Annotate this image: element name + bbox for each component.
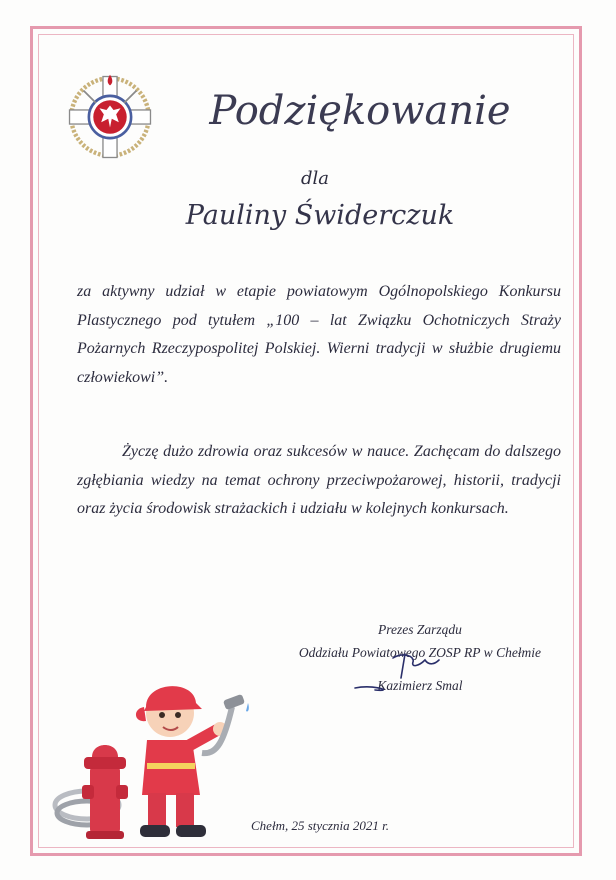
date-place: Chełm, 25 stycznia 2021 r. [251,818,389,833]
signatory-unit: Oddziału Powiatowego ZOSP RP w Chełmie [298,645,542,660]
thanks-paragraph: za aktywny udział w etapie powiatowym Ogólnopolskiego Konkursu Plastycznego pod tytułem „100 – lat Związku Ochotniczych Straży Pożarnych Rzeczypospolitej Polskiej. Wierni tradycji w służbie drugiemu człowiekowi”. [77,283,561,386]
certificate-title: Podziękowanie [209,88,511,134]
wishes-paragraph: Życzę dużo zdrowia oraz sukcesów w nauce. Zachęcam do dalszego zgłębiania wiedzy na temat ochrony przeciwpożarowej, historii, tradycji oraz życia środowisk strażackich i udziału w kolejnych konkursach. [77,443,561,517]
firefighter-child-illustration-icon [52,645,262,845]
fire-brigade-emblem-icon [66,73,154,161]
signatory-role: Prezes Zarządu [378,622,462,637]
handwritten-signature-icon [335,648,455,696]
for-word: dla [300,168,329,189]
recipient-name: Pauliny Świderczuk [185,200,455,231]
signatory-name: Kazimierz Smal [377,678,463,693]
